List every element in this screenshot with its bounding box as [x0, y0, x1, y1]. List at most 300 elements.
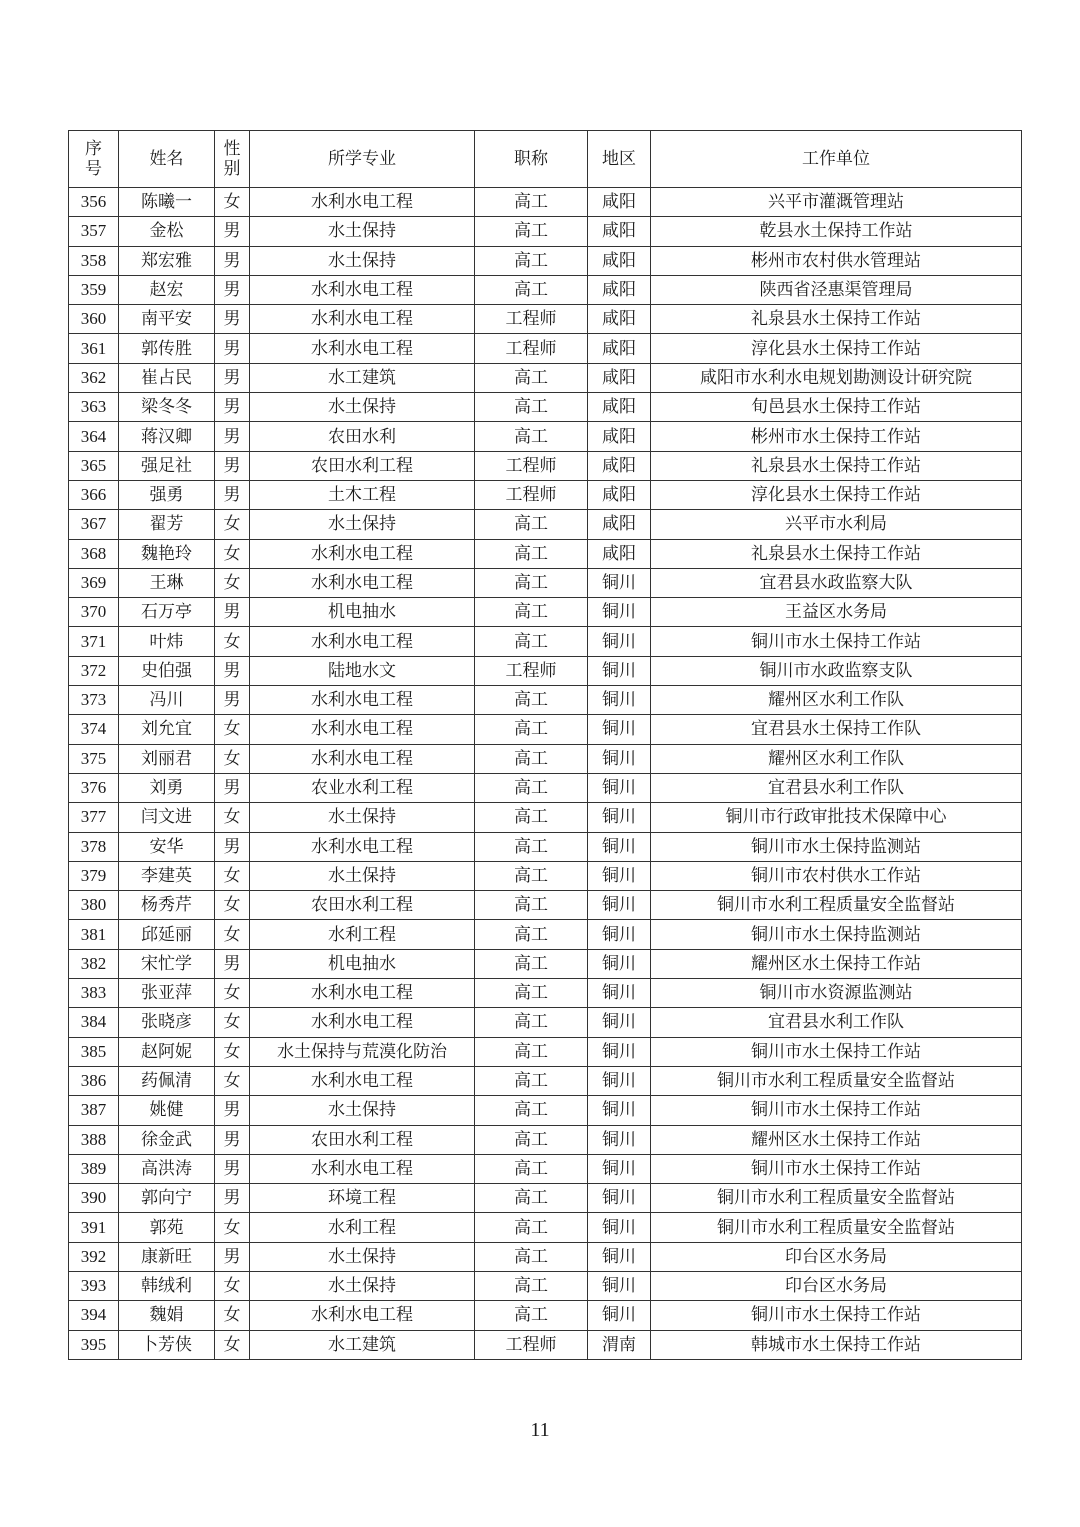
cell-gender: 男 [215, 1125, 250, 1154]
cell-name: 魏娟 [119, 1301, 215, 1330]
cell-title: 工程师 [475, 480, 588, 509]
cell-workplace: 铜川市水利工程质量安全监督站 [651, 891, 1022, 920]
header-row [69, 131, 1022, 188]
cell-seq: 394 [69, 1301, 119, 1330]
cell-name: 药佩清 [119, 1066, 215, 1095]
cell-major: 水利水电工程 [250, 1008, 475, 1037]
cell-title: 工程师 [475, 1330, 588, 1359]
table-row [69, 1008, 1022, 1037]
cell-name: 赵阿妮 [119, 1037, 215, 1066]
cell-title: 高工 [475, 1213, 588, 1242]
cell-title: 高工 [475, 363, 588, 392]
cell-major: 水利水电工程 [250, 305, 475, 334]
cell-gender: 男 [215, 1242, 250, 1271]
cell-name: 李建英 [119, 861, 215, 890]
table-row [69, 480, 1022, 509]
cell-name: 强足社 [119, 451, 215, 480]
cell-workplace: 宜君县水利工作队 [651, 773, 1022, 802]
cell-seq: 377 [69, 803, 119, 832]
cell-title: 高工 [475, 1271, 588, 1300]
cell-title: 高工 [475, 1066, 588, 1095]
cell-workplace: 兴平市灌溉管理站 [651, 188, 1022, 217]
cell-major: 水利水电工程 [250, 832, 475, 861]
cell-region: 渭南 [588, 1330, 651, 1359]
cell-seq: 362 [69, 363, 119, 392]
cell-region: 铜川 [588, 773, 651, 802]
cell-gender: 男 [215, 832, 250, 861]
cell-title: 高工 [475, 246, 588, 275]
table-row [69, 422, 1022, 451]
cell-seq: 376 [69, 773, 119, 802]
table-row [69, 568, 1022, 597]
cell-region: 铜川 [588, 744, 651, 773]
cell-name: 宋忙学 [119, 949, 215, 978]
cell-region: 铜川 [588, 715, 651, 744]
cell-gender: 女 [215, 891, 250, 920]
cell-workplace: 兴平市水利局 [651, 510, 1022, 539]
cell-workplace: 耀州区水土保持工作站 [651, 949, 1022, 978]
cell-gender: 女 [215, 1008, 250, 1037]
cell-title: 高工 [475, 393, 588, 422]
cell-seq: 386 [69, 1066, 119, 1095]
cell-gender: 女 [215, 188, 250, 217]
cell-region: 咸阳 [588, 275, 651, 304]
cell-region: 咸阳 [588, 393, 651, 422]
table-row [69, 246, 1022, 275]
cell-name: 冯川 [119, 686, 215, 715]
cell-region: 铜川 [588, 949, 651, 978]
cell-major: 水利水电工程 [250, 686, 475, 715]
table-row [69, 627, 1022, 656]
cell-gender: 男 [215, 949, 250, 978]
cell-title: 高工 [475, 715, 588, 744]
table-row [69, 1154, 1022, 1183]
cell-seq: 381 [69, 920, 119, 949]
cell-seq: 371 [69, 627, 119, 656]
cell-major: 水土保持 [250, 217, 475, 246]
cell-title: 高工 [475, 568, 588, 597]
table-row [69, 656, 1022, 685]
header-gender-label: 性别 [223, 139, 241, 179]
cell-name: 郑宏雅 [119, 246, 215, 275]
cell-seq: 367 [69, 510, 119, 539]
cell-major: 水土保持 [250, 246, 475, 275]
cell-region: 铜川 [588, 1154, 651, 1183]
header-gender [215, 131, 250, 188]
table-row [69, 1301, 1022, 1330]
cell-workplace: 铜川市水土保持工作站 [651, 1096, 1022, 1125]
cell-name: 刘丽君 [119, 744, 215, 773]
header-major: 所学专业 [250, 131, 475, 188]
cell-title: 高工 [475, 627, 588, 656]
table-row [69, 451, 1022, 480]
cell-major: 水利水电工程 [250, 334, 475, 363]
cell-region: 铜川 [588, 1066, 651, 1095]
cell-major: 农田水利工程 [250, 1125, 475, 1154]
cell-gender: 男 [215, 773, 250, 802]
cell-seq: 372 [69, 656, 119, 685]
cell-workplace: 铜川市农村供水工作站 [651, 861, 1022, 890]
cell-major: 水土保持 [250, 393, 475, 422]
cell-major: 水利水电工程 [250, 1301, 475, 1330]
cell-title: 高工 [475, 598, 588, 627]
cell-seq: 387 [69, 1096, 119, 1125]
cell-seq: 358 [69, 246, 119, 275]
cell-workplace: 宜君县水利工作队 [651, 1008, 1022, 1037]
header-workplace: 工作单位 [651, 131, 1022, 188]
cell-workplace: 铜川市水土保持工作站 [651, 627, 1022, 656]
table-row [69, 920, 1022, 949]
cell-workplace: 铜川市水政监察支队 [651, 656, 1022, 685]
table-row [69, 188, 1022, 217]
cell-major: 机电抽水 [250, 598, 475, 627]
cell-region: 铜川 [588, 832, 651, 861]
cell-major: 水土保持 [250, 510, 475, 539]
cell-workplace: 宜君县水土保持工作队 [651, 715, 1022, 744]
cell-workplace: 铜川市水利工程质量安全监督站 [651, 1184, 1022, 1213]
cell-region: 铜川 [588, 1008, 651, 1037]
cell-region: 铜川 [588, 1037, 651, 1066]
cell-gender: 女 [215, 1066, 250, 1095]
cell-region: 咸阳 [588, 422, 651, 451]
cell-workplace: 咸阳市水利水电规划勘测设计研究院 [651, 363, 1022, 392]
cell-title: 高工 [475, 1125, 588, 1154]
cell-major: 农田水利 [250, 422, 475, 451]
cell-title: 高工 [475, 275, 588, 304]
cell-seq: 373 [69, 686, 119, 715]
table-row [69, 393, 1022, 422]
cell-title: 高工 [475, 1096, 588, 1125]
cell-title: 工程师 [475, 451, 588, 480]
cell-region: 咸阳 [588, 510, 651, 539]
cell-name: 高洪涛 [119, 1154, 215, 1183]
cell-workplace: 耀州区水土保持工作站 [651, 1125, 1022, 1154]
cell-gender: 女 [215, 1330, 250, 1359]
cell-title: 高工 [475, 539, 588, 568]
cell-name: 郭苑 [119, 1213, 215, 1242]
cell-region: 铜川 [588, 598, 651, 627]
table-row [69, 275, 1022, 304]
cell-name: 康新旺 [119, 1242, 215, 1271]
table-body [69, 188, 1022, 1360]
cell-seq: 388 [69, 1125, 119, 1154]
cell-workplace: 淳化县水土保持工作站 [651, 334, 1022, 363]
cell-major: 水土保持 [250, 1242, 475, 1271]
cell-gender: 男 [215, 480, 250, 509]
cell-gender: 男 [215, 422, 250, 451]
cell-title: 高工 [475, 773, 588, 802]
cell-title: 高工 [475, 1154, 588, 1183]
table-row [69, 334, 1022, 363]
cell-name: 翟芳 [119, 510, 215, 539]
header-seq-label: 序号 [85, 139, 102, 179]
cell-name: 赵宏 [119, 275, 215, 304]
cell-title: 高工 [475, 920, 588, 949]
cell-name: 邱延丽 [119, 920, 215, 949]
cell-region: 咸阳 [588, 246, 651, 275]
table-row [69, 539, 1022, 568]
cell-major: 环境工程 [250, 1184, 475, 1213]
cell-title: 高工 [475, 1301, 588, 1330]
cell-title: 工程师 [475, 305, 588, 334]
cell-name: 张亚萍 [119, 979, 215, 1008]
table-row [69, 1271, 1022, 1300]
cell-gender: 女 [215, 1213, 250, 1242]
cell-major: 水利水电工程 [250, 715, 475, 744]
cell-gender: 女 [215, 803, 250, 832]
cell-major: 水利水电工程 [250, 1066, 475, 1095]
cell-gender: 女 [215, 539, 250, 568]
cell-title: 工程师 [475, 334, 588, 363]
cell-seq: 374 [69, 715, 119, 744]
cell-name: 梁冬冬 [119, 393, 215, 422]
cell-region: 铜川 [588, 1213, 651, 1242]
cell-major: 水工建筑 [250, 1330, 475, 1359]
cell-gender: 女 [215, 744, 250, 773]
cell-region: 铜川 [588, 803, 651, 832]
cell-title: 高工 [475, 979, 588, 1008]
cell-title: 高工 [475, 188, 588, 217]
cell-gender: 女 [215, 510, 250, 539]
cell-workplace: 宜君县水政监察大队 [651, 568, 1022, 597]
cell-workplace: 铜川市水土保持工作站 [651, 1301, 1022, 1330]
cell-name: 南平安 [119, 305, 215, 334]
cell-seq: 368 [69, 539, 119, 568]
table-row [69, 1037, 1022, 1066]
cell-region: 咸阳 [588, 451, 651, 480]
cell-region: 咸阳 [588, 539, 651, 568]
table-row [69, 1242, 1022, 1271]
cell-workplace: 耀州区水利工作队 [651, 686, 1022, 715]
cell-region: 咸阳 [588, 217, 651, 246]
personnel-table [68, 130, 1022, 1360]
cell-workplace: 铜川市水利工程质量安全监督站 [651, 1066, 1022, 1095]
cell-name: 崔占民 [119, 363, 215, 392]
cell-gender: 女 [215, 1271, 250, 1300]
table-row [69, 715, 1022, 744]
cell-seq: 390 [69, 1184, 119, 1213]
cell-title: 高工 [475, 1037, 588, 1066]
cell-workplace: 彬州市水土保持工作站 [651, 422, 1022, 451]
table-row [69, 832, 1022, 861]
cell-name: 张晓彦 [119, 1008, 215, 1037]
cell-seq: 365 [69, 451, 119, 480]
table-row [69, 949, 1022, 978]
cell-name: 韩绒利 [119, 1271, 215, 1300]
cell-region: 铜川 [588, 1125, 651, 1154]
cell-region: 铜川 [588, 1301, 651, 1330]
cell-gender: 女 [215, 920, 250, 949]
table-row [69, 1125, 1022, 1154]
cell-workplace: 王益区水务局 [651, 598, 1022, 627]
cell-seq: 378 [69, 832, 119, 861]
cell-workplace: 耀州区水利工作队 [651, 744, 1022, 773]
table-row [69, 803, 1022, 832]
cell-region: 铜川 [588, 861, 651, 890]
cell-name: 金松 [119, 217, 215, 246]
cell-region: 咸阳 [588, 305, 651, 334]
cell-gender: 男 [215, 1096, 250, 1125]
cell-seq: 380 [69, 891, 119, 920]
table-row [69, 861, 1022, 890]
cell-seq: 357 [69, 217, 119, 246]
cell-seq: 364 [69, 422, 119, 451]
cell-gender: 女 [215, 979, 250, 1008]
cell-workplace: 礼泉县水土保持工作站 [651, 305, 1022, 334]
cell-workplace: 礼泉县水土保持工作站 [651, 451, 1022, 480]
cell-major: 土木工程 [250, 480, 475, 509]
cell-title: 高工 [475, 1242, 588, 1271]
cell-major: 水利水电工程 [250, 627, 475, 656]
cell-seq: 363 [69, 393, 119, 422]
table-row [69, 1096, 1022, 1125]
cell-seq: 389 [69, 1154, 119, 1183]
cell-title: 高工 [475, 686, 588, 715]
cell-major: 水土保持 [250, 1271, 475, 1300]
cell-workplace: 铜川市水土保持工作站 [651, 1037, 1022, 1066]
cell-gender: 女 [215, 627, 250, 656]
cell-major: 水利工程 [250, 920, 475, 949]
cell-region: 铜川 [588, 1184, 651, 1213]
cell-region: 咸阳 [588, 363, 651, 392]
cell-major: 水土保持 [250, 1096, 475, 1125]
page-number: 11 [530, 1419, 550, 1441]
cell-region: 铜川 [588, 656, 651, 685]
cell-name: 王琳 [119, 568, 215, 597]
cell-workplace: 彬州市农村供水管理站 [651, 246, 1022, 275]
cell-gender: 女 [215, 568, 250, 597]
cell-gender: 男 [215, 246, 250, 275]
cell-major: 水利水电工程 [250, 539, 475, 568]
cell-workplace: 铜川市水利工程质量安全监督站 [651, 1213, 1022, 1242]
cell-name: 陈曦一 [119, 188, 215, 217]
cell-region: 铜川 [588, 920, 651, 949]
cell-name: 安华 [119, 832, 215, 861]
cell-title: 高工 [475, 1184, 588, 1213]
header-title: 职称 [475, 131, 588, 188]
cell-title: 高工 [475, 832, 588, 861]
cell-name: 叶炜 [119, 627, 215, 656]
cell-major: 水利工程 [250, 1213, 475, 1242]
cell-seq: 356 [69, 188, 119, 217]
cell-seq: 392 [69, 1242, 119, 1271]
cell-workplace: 铜川市水土保持监测站 [651, 920, 1022, 949]
cell-workplace: 礼泉县水土保持工作站 [651, 539, 1022, 568]
cell-region: 铜川 [588, 686, 651, 715]
cell-name: 郭传胜 [119, 334, 215, 363]
cell-name: 郭向宁 [119, 1184, 215, 1213]
cell-major: 机电抽水 [250, 949, 475, 978]
cell-name: 卜芳侠 [119, 1330, 215, 1359]
table-row [69, 686, 1022, 715]
cell-workplace: 铜川市水土保持监测站 [651, 832, 1022, 861]
cell-seq: 395 [69, 1330, 119, 1359]
cell-region: 咸阳 [588, 334, 651, 363]
header-seq [69, 131, 119, 188]
cell-workplace: 印台区水务局 [651, 1242, 1022, 1271]
cell-seq: 359 [69, 275, 119, 304]
cell-major: 农田水利工程 [250, 451, 475, 480]
cell-major: 农田水利工程 [250, 891, 475, 920]
cell-major: 水工建筑 [250, 363, 475, 392]
cell-workplace: 乾县水土保持工作站 [651, 217, 1022, 246]
cell-major: 水土保持 [250, 861, 475, 890]
table-row [69, 1213, 1022, 1242]
cell-major: 水利水电工程 [250, 1154, 475, 1183]
cell-name: 闫文进 [119, 803, 215, 832]
cell-major: 水土保持 [250, 803, 475, 832]
cell-major: 水利水电工程 [250, 275, 475, 304]
cell-workplace: 铜川市水土保持工作站 [651, 1154, 1022, 1183]
cell-workplace: 印台区水务局 [651, 1271, 1022, 1300]
table-row [69, 773, 1022, 802]
cell-region: 铜川 [588, 891, 651, 920]
cell-seq: 366 [69, 480, 119, 509]
cell-seq: 379 [69, 861, 119, 890]
cell-gender: 男 [215, 275, 250, 304]
cell-title: 高工 [475, 510, 588, 539]
cell-name: 杨秀芹 [119, 891, 215, 920]
header-name: 姓名 [119, 131, 215, 188]
cell-seq: 361 [69, 334, 119, 363]
cell-title: 高工 [475, 891, 588, 920]
cell-workplace: 旬邑县水土保持工作站 [651, 393, 1022, 422]
cell-seq: 369 [69, 568, 119, 597]
cell-gender: 男 [215, 363, 250, 392]
table-row [69, 979, 1022, 1008]
cell-region: 铜川 [588, 1271, 651, 1300]
cell-gender: 男 [215, 1184, 250, 1213]
cell-name: 刘勇 [119, 773, 215, 802]
cell-name: 石万亭 [119, 598, 215, 627]
table-row [69, 1066, 1022, 1095]
cell-region: 铜川 [588, 627, 651, 656]
cell-seq: 384 [69, 1008, 119, 1037]
cell-seq: 370 [69, 598, 119, 627]
cell-major: 陆地水文 [250, 656, 475, 685]
cell-gender: 男 [215, 393, 250, 422]
cell-title: 高工 [475, 744, 588, 773]
table-row [69, 598, 1022, 627]
cell-region: 咸阳 [588, 188, 651, 217]
header-region: 地区 [588, 131, 651, 188]
cell-gender: 男 [215, 217, 250, 246]
cell-seq: 375 [69, 744, 119, 773]
cell-gender: 男 [215, 334, 250, 363]
cell-major: 农业水利工程 [250, 773, 475, 802]
cell-gender: 女 [215, 1301, 250, 1330]
cell-title: 高工 [475, 949, 588, 978]
cell-title: 高工 [475, 422, 588, 451]
cell-gender: 女 [215, 1037, 250, 1066]
cell-major: 水土保持与荒漠化防治 [250, 1037, 475, 1066]
cell-name: 史伯强 [119, 656, 215, 685]
cell-gender: 男 [215, 656, 250, 685]
cell-workplace: 韩城市水土保持工作站 [651, 1330, 1022, 1359]
cell-seq: 391 [69, 1213, 119, 1242]
table-header [69, 131, 1022, 188]
cell-major: 水利水电工程 [250, 568, 475, 597]
cell-major: 水利水电工程 [250, 188, 475, 217]
cell-workplace: 淳化县水土保持工作站 [651, 480, 1022, 509]
cell-region: 铜川 [588, 1096, 651, 1125]
cell-seq: 393 [69, 1271, 119, 1300]
cell-region: 铜川 [588, 1242, 651, 1271]
table-row [69, 305, 1022, 334]
cell-name: 徐金武 [119, 1125, 215, 1154]
table-row [69, 1184, 1022, 1213]
cell-seq: 385 [69, 1037, 119, 1066]
